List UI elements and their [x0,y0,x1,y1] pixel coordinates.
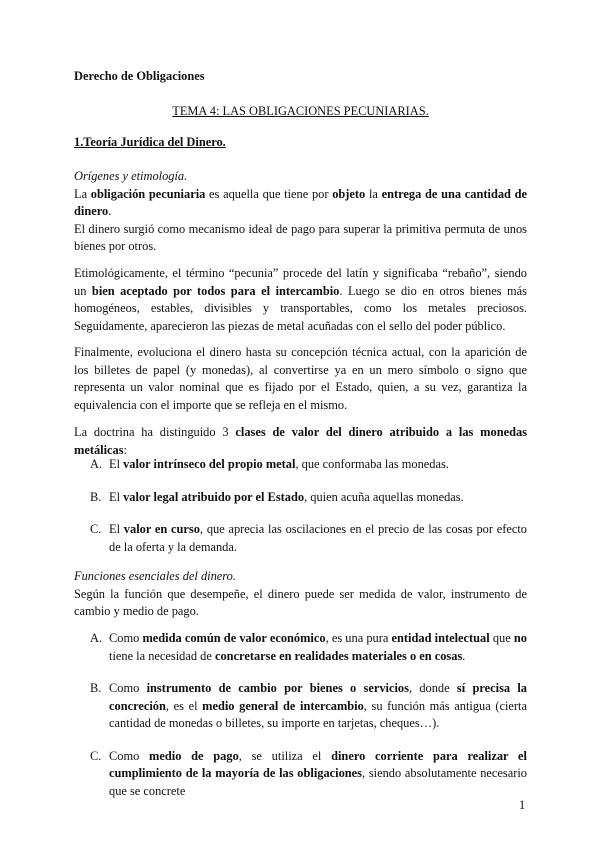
list-item-text [109,680,527,733]
document-header: Derecho de Obligaciones [74,69,205,83]
text-run: Etimológicamente, el término “pecunia” procede del latín y significaba “rebaño”, siendo un [74,266,527,298]
bold-text: instrumento de cambio por bienes o servicios [146,681,409,695]
bold-text: dinero corriente para realizar el cumplimiento de la mayoría de las obligaciones [109,748,527,780]
text-run: es aquella que tiene por [205,186,333,201]
value-classes-list [74,456,527,556]
functions-section [74,568,527,621]
bold-text: medio general de intercambio [202,698,364,713]
text-run: , es una pura [325,631,392,645]
bold-text: no [513,631,527,645]
text-run: El [109,522,124,536]
subsection-heading: Funciones esenciales del dinero. [74,569,236,583]
text-run: que [489,631,514,645]
list-item-text [109,748,527,801]
etymology-block [74,265,527,335]
bold-text: obligación pecuniaria [90,186,206,201]
text-run: La [74,186,91,201]
text-run: , se utiliza el [238,748,332,763]
paragraph [74,265,527,335]
text-run: , quien acuña aquellas monedas. [304,489,464,504]
paragraph [74,186,527,221]
bold-text: medio de pago [149,748,239,763]
list-item [74,748,527,801]
page-title: TEMA 4: LAS OBLIGACIONES PECUNIARIAS. [172,104,429,118]
text-run: : [123,442,127,457]
text-run: , siendo absolutamente necesario que se concrete [109,766,527,798]
text-run: Como [109,631,143,645]
list-item [74,489,527,507]
text-run: Como [109,681,147,695]
list-marker: B. [90,489,102,504]
doctrine-block [74,424,527,459]
bold-text: valor intrínseco del propio metal [123,457,296,471]
bold-text: clases de valor del dinero atribuido a las monedas metálicas [74,425,527,457]
bold-text: concretarse en realidades materiales o en cosas [214,648,463,663]
origins-section [74,168,527,256]
list-item [74,630,527,665]
list-marker: C. [90,522,102,536]
text-run: La doctrina ha distinguido 3 [74,425,236,439]
text-run: , que aprecia las oscilaciones en el precio de las cosas por efecto de la oferta y la demanda. [109,522,527,554]
list-item-text [109,456,527,474]
subsection-heading: Orígenes y etimología. [74,169,188,183]
list-marker: B. [90,681,102,695]
list-item-text [109,489,527,507]
list-marker: C. [90,748,102,763]
paragraph: Finalmente, evoluciona el dinero hasta su concepción técnica actual, con la aparición de los billetes de papel (y monedas), al convertirse ya en un mero símbolo o signo que representa un valor nominal que es fijado por el Estado, quien, a su vez, garantiza la equivalencia con el importe que se refleja en el mismo. [74,345,527,412]
list-item [74,680,527,733]
text-run: tiene la necesidad de [109,648,215,663]
bold-text: valor en curso [123,522,200,536]
text-run: , que conformaba las monedas. [295,457,449,471]
text-run: , es el [165,698,203,713]
paragraph [74,424,527,459]
bold-text: valor legal atribuido por el Estado [123,489,305,504]
text-run: Como [109,748,150,763]
text-run: . Luego se dio en otros bienes más homogéneos, estables, divisibles y transportables, como los metales preciosos. Seguidamente, aparecieron las piezas de metal acuñadas con el sello del poder público. [74,283,527,333]
bold-text: objeto [332,186,366,201]
bold-text: sí precisa la concreción [109,681,528,713]
evolution-block [74,344,527,414]
list-marker: A. [90,457,103,471]
bold-text: bien aceptado por todos para el intercambio [91,283,340,298]
page-number: 1 [519,798,526,812]
paragraph: Según la función que desempeñe, el dinero puede ser medida de valor, instrumento de cambio y medio de pago. [74,586,527,618]
bold-text: medida común de valor económico [142,631,326,645]
text-run: El [109,489,124,504]
text-run: . [108,204,112,218]
text-run: . [462,648,466,663]
list-item-text [109,521,527,556]
list-item [74,456,527,474]
text-run: la [365,186,382,201]
list-marker: A. [90,631,103,645]
list-item [74,521,527,556]
text-run: , su función más antigua (cierta cantidad de monedas o billetes, su importe en tarjetas, cheques…). [109,698,527,730]
text-run: El [109,457,124,471]
functions-list [74,630,527,800]
text-run: , donde [408,681,457,695]
bold-text: entidad intelectual [391,631,490,645]
paragraph: El dinero surgió como mecanismo ideal de pago para superar la primitiva permuta de unos bienes por otros. [74,221,527,253]
list-item-text [109,630,527,665]
bold-text: entrega de una cantidad de dinero [74,186,528,218]
section-heading: 1.Teoría Jurídica del Dinero. [74,135,226,149]
